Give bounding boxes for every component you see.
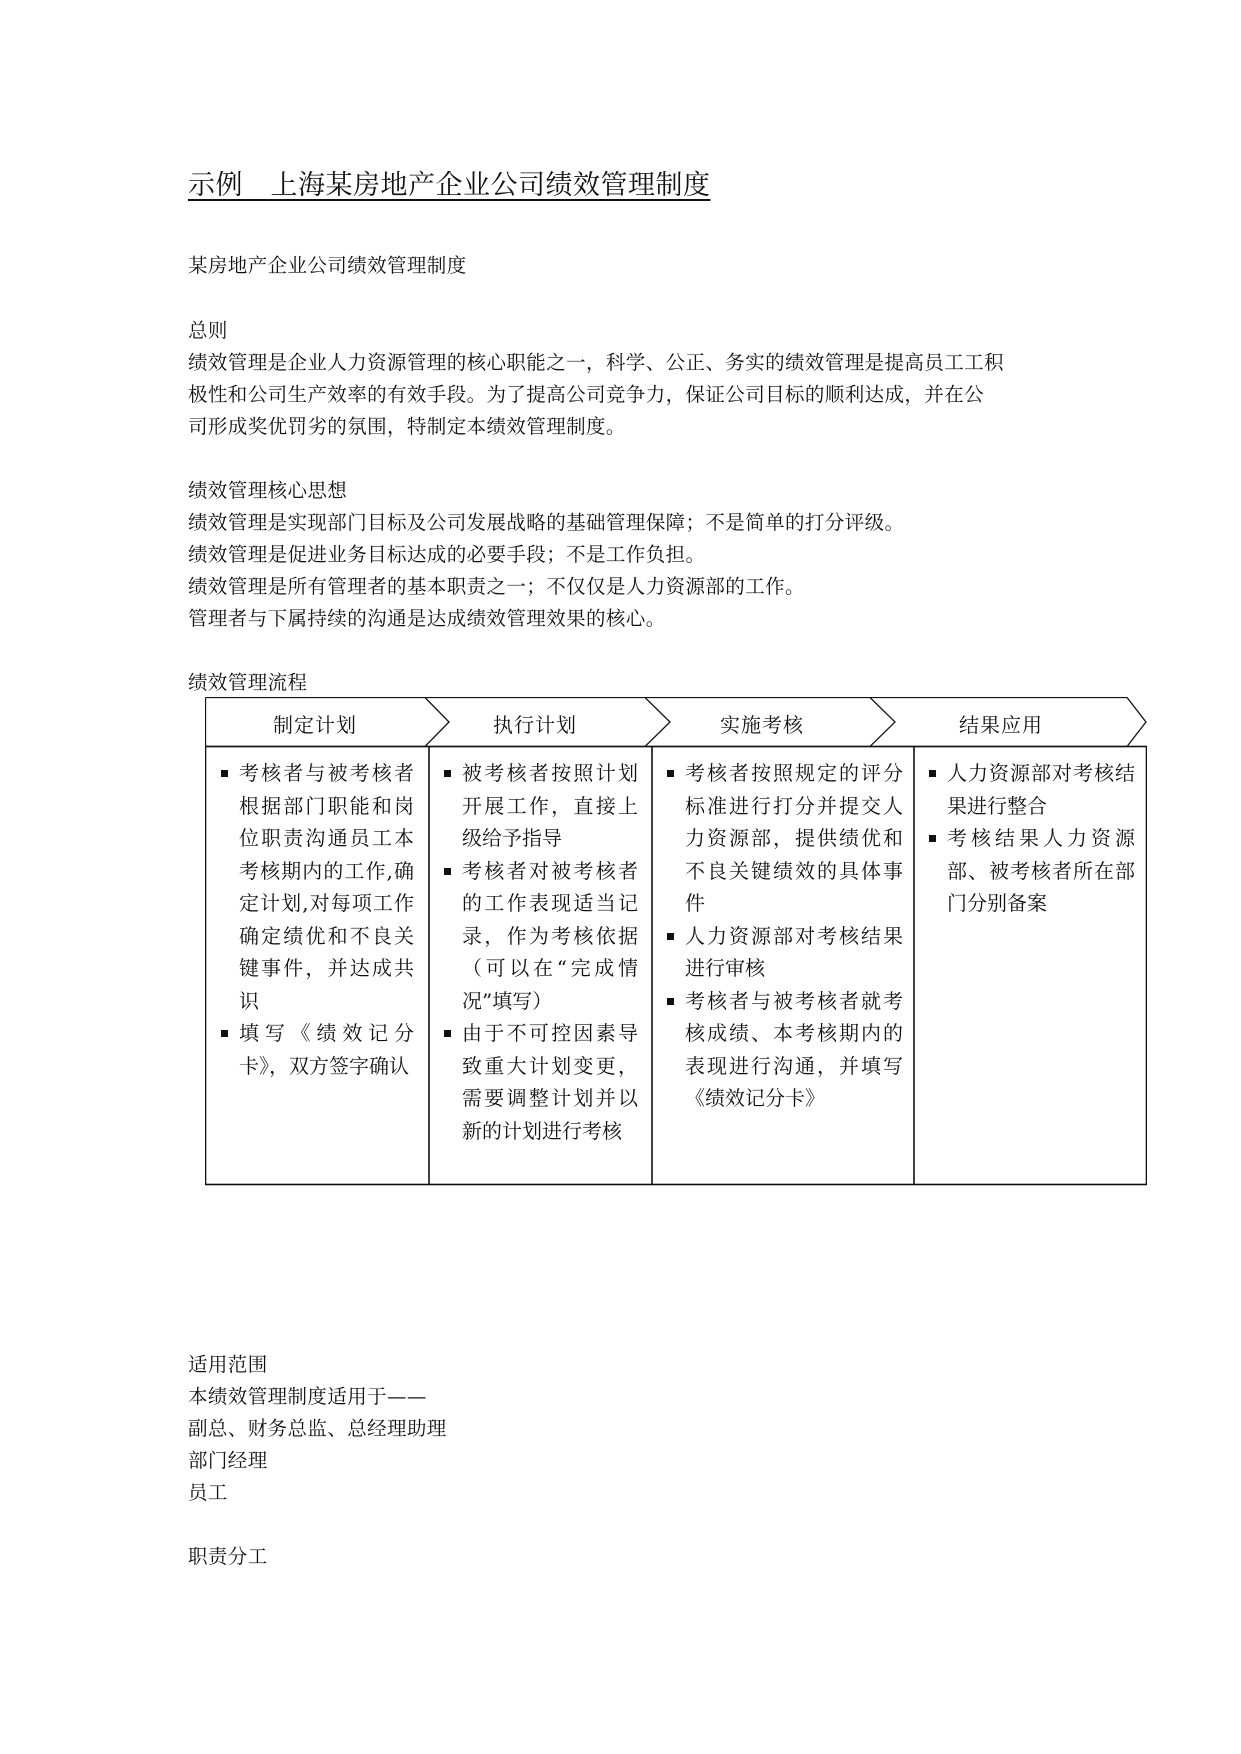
core-line: 绩效管理是促进业务目标达成的必要手段；不是工作负担。	[188, 543, 706, 566]
list-item: 考核者与被考核者根据部门职能和岗位职责沟通员工本考核期内的工作,确定计划,对每项工作确定绩优和不良关键事件，并达成共识	[219, 757, 414, 1017]
list-item: 人力资源部对考核结果进行审核	[665, 920, 903, 985]
list-item: 考核者与被考核者就考核成绩、本考核期内的表现进行沟通，并填写《绩效记分卡》	[665, 985, 903, 1115]
list-item: 被考核者按照计划开展工作，直接上级给予指导	[442, 757, 638, 855]
scope-line: 副总、财务总监、总经理助理	[188, 1417, 447, 1440]
stage-label: 实施考核	[720, 713, 804, 737]
duty-heading: 职责分工	[188, 1545, 268, 1568]
general-line: 极性和公司生产效率的有效手段。为了提高公司竞争力，保证公司目标的顺利达成，并在公	[188, 383, 985, 406]
list-item: 考核者按照规定的评分标准进行打分并提交人力资源部，提供绩优和不良关键绩效的具体事件	[665, 757, 903, 920]
list-item: 人力资源部对考核结果进行整合	[927, 757, 1135, 822]
scope-line: 员工	[188, 1481, 228, 1504]
core-line: 管理者与下属持续的沟通是达成绩效管理效果的核心。	[188, 607, 666, 630]
general-line: 绩效管理是企业人力资源管理的核心职能之一，科学、公正、务实的绩效管理是提高员工工积	[188, 351, 1004, 374]
core-line: 绩效管理是所有管理者的基本职责之一；不仅仅是人力资源部的工作。	[188, 575, 805, 598]
general-heading: 总则	[188, 319, 228, 342]
stage-column	[219, 757, 414, 1082]
list-item: 考核者对被考核者的工作表现适当记录，作为考核依据（可以在“完成情况”填写）	[442, 855, 638, 1018]
stage-label: 结果应用	[959, 713, 1043, 737]
general-line: 司形成奖优罚劣的氛围，特制定本绩效管理制度。	[188, 415, 626, 438]
core-line: 绩效管理是实现部门目标及公司发展战略的基础管理保障；不是简单的打分评级。	[188, 511, 905, 534]
process-flowchart	[205, 697, 1147, 1187]
list-item: 考核结果人力资源部、被考核者所在部门分别备案	[927, 822, 1135, 920]
scope-line: 本绩效管理制度适用于——	[188, 1385, 427, 1408]
stage-column	[665, 757, 903, 1115]
scope-heading: 适用范围	[188, 1353, 268, 1376]
process-heading: 绩效管理流程	[188, 671, 308, 694]
list-item: 填写《绩效记分卡》，双方签字确认	[219, 1017, 414, 1082]
stage-column	[927, 757, 1135, 920]
stage-column	[442, 757, 638, 1147]
core-heading: 绩效管理核心思想	[188, 479, 348, 502]
scope-line: 部门经理	[188, 1449, 268, 1472]
stage-label: 制定计划	[273, 713, 357, 737]
page-title: 示例 上海某房地产企业公司绩效管理制度	[188, 170, 711, 201]
stage-label: 执行计划	[493, 713, 577, 737]
document-subtitle: 某房地产企业公司绩效管理制度	[188, 254, 467, 277]
list-item: 由于不可控因素导致重大计划变更，需要调整计划并以新的计划进行考核	[442, 1017, 638, 1147]
